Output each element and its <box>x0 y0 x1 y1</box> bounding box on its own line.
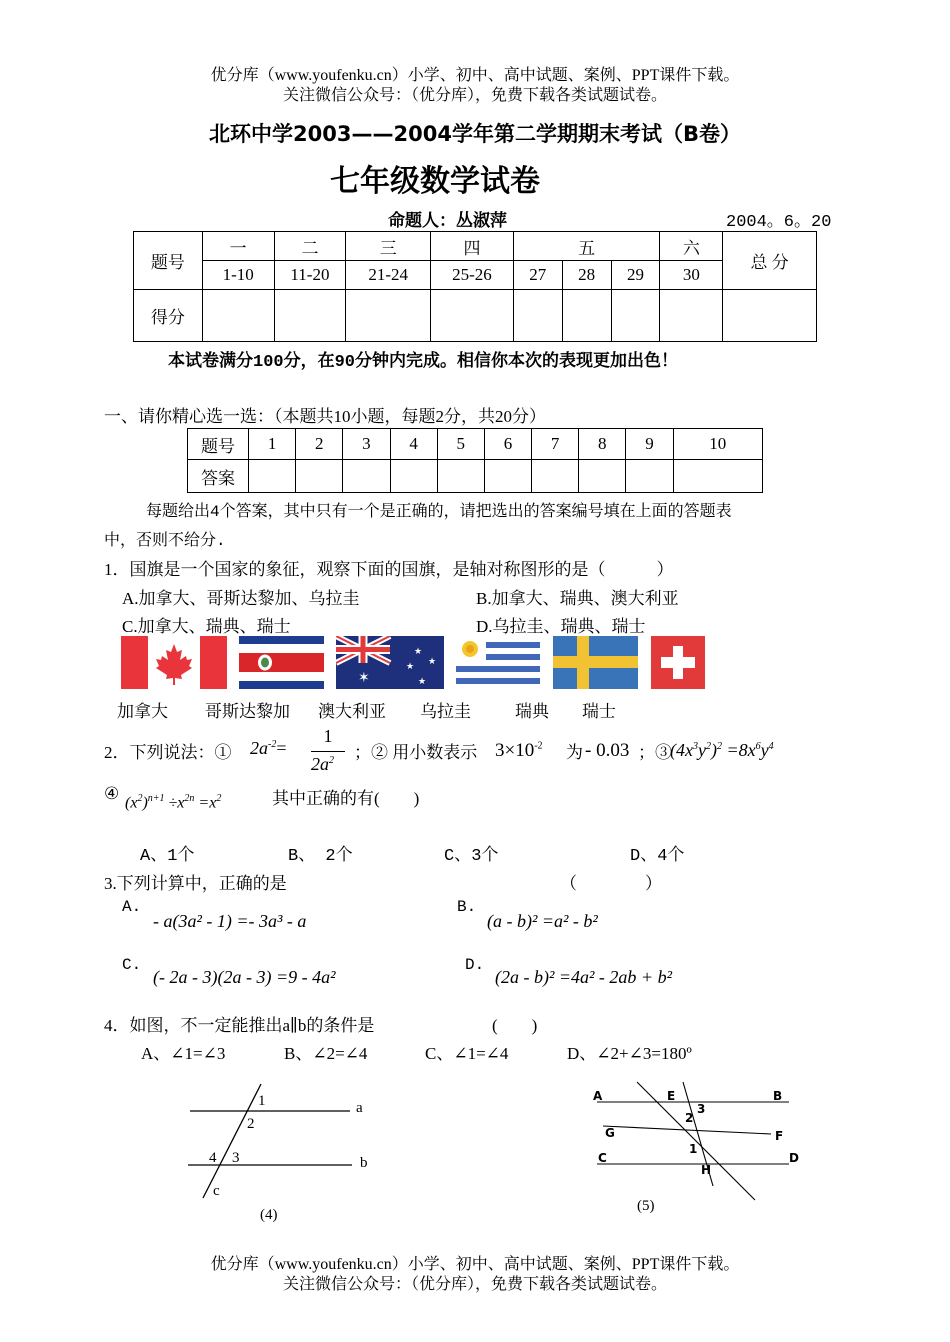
answer-number: 3 <box>343 429 390 460</box>
fig4-label-a: a <box>356 1100 363 1116</box>
q3-option-c-label: C. <box>122 956 142 974</box>
score-range: 29 <box>611 261 660 290</box>
answer-number: 10 <box>673 429 762 460</box>
q1-option-c: C.加拿大、瑞典、瑞士 <box>122 617 291 636</box>
fig4-label-2: 2 <box>247 1116 255 1132</box>
q2-option-d: D、4个 <box>630 847 685 866</box>
answer-cell[interactable] <box>249 460 296 493</box>
q2-s2-val: - 0.03 <box>585 740 630 761</box>
site-footer-line2: 关注微信公众号：（优分库），免费下载各类试题试卷。 <box>282 1276 667 1293</box>
site-header-line2: 关注微信公众号：（优分库），免费下载各类试题试卷。 <box>282 87 667 104</box>
score-range: 28 <box>562 261 611 290</box>
flag-label-costa-rica: 哥斯达黎加 <box>205 702 290 721</box>
score-cell[interactable] <box>274 290 346 342</box>
score-range: 30 <box>660 261 723 290</box>
q3-option-a-expr: - a(3a² - 1) =- 3a³ - a <box>153 911 307 931</box>
answer-number: 8 <box>579 429 626 460</box>
answer-cell[interactable] <box>626 460 673 493</box>
answer-cell[interactable] <box>579 460 626 493</box>
answer-number: 4 <box>390 429 437 460</box>
q3-option-a-label: A. <box>122 898 142 916</box>
answer-number: 9 <box>626 429 673 460</box>
answer-table-label: 答案 <box>188 460 249 493</box>
flag-label-sweden: 瑞典 <box>515 702 549 721</box>
fig4-label-c: c <box>213 1183 220 1199</box>
q3-stem: 3.下列计算中，正确的是 <box>104 874 287 893</box>
figure-4-diagram <box>180 1078 380 1228</box>
uruguay-flag <box>456 636 540 689</box>
answer-cell[interactable] <box>532 460 579 493</box>
fig4-label-4: 4 <box>209 1150 217 1166</box>
fig5-label-H: H <box>701 1163 712 1177</box>
part1-instruction-2: 中，否则不给分. <box>104 532 226 550</box>
costa-rica-flag <box>239 636 324 689</box>
score-range: 27 <box>513 261 562 290</box>
q2-sep2: ；② 用小数表示 <box>354 743 478 762</box>
answer-cell[interactable] <box>673 460 762 493</box>
answer-number: 2 <box>296 429 343 460</box>
q2-s1-numerator: 1 <box>323 726 333 746</box>
score-section: 二 <box>274 232 346 261</box>
exam-title: 北环中学2003——2004学年第二学期期末考试（B卷） <box>209 122 741 146</box>
score-section: 一 <box>202 232 274 261</box>
q1-option-b: B.加拿大、瑞典、澳大利亚 <box>476 589 679 608</box>
score-cell[interactable] <box>431 290 514 342</box>
q1-stem: 1．国旗是一个国家的象征，观察下面的国旗，是轴对称图形的是（ ） <box>104 560 674 579</box>
q2-s1-denominator: $2a^2$ <box>311 754 334 774</box>
svg-text:★: ★ <box>406 662 415 672</box>
answer-number: 6 <box>484 429 531 460</box>
flag-label-switzerland: 瑞士 <box>582 702 616 721</box>
answer-cell[interactable] <box>296 460 343 493</box>
q2-fraction-bar <box>311 751 345 752</box>
score-section: 三 <box>346 232 431 261</box>
flag-label-canada: 加拿大 <box>117 702 168 721</box>
score-section: 六 <box>660 232 723 261</box>
q2-s3-expr: $(4x^3y^2)^2 =8x^6y^4$ <box>670 740 774 760</box>
q4-stem: 4．如图，不一定能推出a∥b的条件是 <box>104 1016 375 1035</box>
answer-table <box>187 428 763 493</box>
q2-s4-expr: $(x^2)^{n+1} \div x^{2n} =x^2$ <box>125 793 222 812</box>
score-cell[interactable] <box>346 290 431 342</box>
flag-label-australia: 澳大利亚 <box>318 702 386 721</box>
q4-option-d: D、∠2+∠3=180º <box>567 1044 692 1063</box>
answer-cell[interactable] <box>437 460 484 493</box>
score-total-label: 总 分 <box>723 232 817 290</box>
fig5-label-2: 2 <box>685 1111 694 1125</box>
q3-option-d-expr: (2a - b)² =4a² - 2ab + b² <box>495 967 672 987</box>
q2-option-a: A、1个 <box>140 847 195 866</box>
part1-heading: 一、请你精心选一选：（本题共10小题，每题2分，共20分） <box>104 407 546 426</box>
score-cell[interactable] <box>513 290 562 342</box>
fig5-label-E: E <box>667 1089 676 1103</box>
q2-s2-mid: 为 <box>566 743 583 762</box>
q1-option-a: A.加拿大、哥斯达黎加、乌拉圭 <box>122 589 360 608</box>
fig5-label-G: G <box>605 1126 615 1140</box>
svg-text:★: ★ <box>414 647 423 657</box>
exam-date: 2004。6。20 <box>726 213 832 232</box>
q2-option-c: C、3个 <box>444 847 499 866</box>
switzerland-flag <box>651 636 705 689</box>
svg-text:✶: ✶ <box>358 670 370 686</box>
exam-note: 本试卷满分100分，在90分钟内完成。相信你本次的表现更加出色！ <box>168 353 679 372</box>
fig5-label-F: F <box>775 1129 784 1143</box>
q4-option-c: C、∠1=∠4 <box>425 1044 509 1063</box>
answer-cell[interactable] <box>343 460 390 493</box>
fig4-label-b: b <box>360 1155 368 1171</box>
fig4-label-3: 3 <box>232 1150 240 1166</box>
line-c <box>203 1084 261 1198</box>
exam-author: 命题人：丛淑萍 <box>388 211 507 231</box>
q3-option-c-expr: (- 2a - 3)(2a - 3) =9 - 4a² <box>153 967 336 987</box>
score-cell[interactable] <box>562 290 611 342</box>
score-row-label: 题号 <box>134 232 203 290</box>
q4-option-b: B、∠2=∠4 <box>284 1044 368 1063</box>
sweden-flag <box>553 636 638 689</box>
q1-option-d: D.乌拉圭、瑞典、瑞士 <box>476 617 646 636</box>
q2-s1-lhs: $2a^{-2}=$ <box>250 738 287 758</box>
svg-text:★: ★ <box>418 677 427 687</box>
site-footer-line1: 优分库（www.youfenku.cn）小学、初中、高中试题、案例、PPT课件下载。 <box>210 1256 740 1273</box>
line-ef <box>637 1082 755 1200</box>
line-gf <box>603 1126 771 1134</box>
score-section: 四 <box>431 232 514 261</box>
answer-cell[interactable] <box>390 460 437 493</box>
fig5-label-1: 1 <box>689 1142 698 1156</box>
q2-sep3: ；③ <box>638 743 672 762</box>
score-row-label: 得分 <box>134 290 203 342</box>
fig5-label-3: 3 <box>697 1102 706 1116</box>
fig4-caption: (4) <box>260 1207 278 1223</box>
q2-s4-tail: 其中正确的有( ) <box>272 789 420 808</box>
q2-s2-expr: $3\times 10^{-2}$ <box>495 740 543 761</box>
q2-prefix: 2．下列说法：① <box>104 743 232 762</box>
score-cell[interactable] <box>660 290 723 342</box>
score-range: 21-24 <box>346 261 431 290</box>
site-header-line1: 优分库（www.youfenku.cn）小学、初中、高中试题、案例、PPT课件下载。 <box>210 67 740 84</box>
exam-subtitle: 七年级数学试卷 <box>330 164 540 199</box>
answer-number: 5 <box>437 429 484 460</box>
answer-number: 1 <box>249 429 296 460</box>
fig4-label-1: 1 <box>258 1093 266 1109</box>
score-section: 五 <box>513 232 660 261</box>
score-cell[interactable] <box>202 290 274 342</box>
score-cell[interactable] <box>723 290 817 342</box>
q2-option-b: B、 2个 <box>288 847 353 866</box>
score-table <box>133 231 817 342</box>
canada-flag <box>121 636 227 689</box>
score-range: 11-20 <box>274 261 346 290</box>
q3-option-b-label: B. <box>457 898 477 916</box>
fig5-label-C: C <box>598 1151 607 1165</box>
fig5-caption: (5) <box>637 1198 655 1214</box>
australia-flag <box>336 636 444 689</box>
q3-option-b-expr: (a - b)² =a² - b² <box>487 911 598 931</box>
q2-s4-circ: ④ <box>104 784 120 803</box>
q3-option-d-label: D. <box>465 956 485 974</box>
fig5-label-B: B <box>773 1089 783 1103</box>
q3-paren: （ ） <box>560 874 662 893</box>
score-range: 25-26 <box>431 261 514 290</box>
q4-paren: ( ) <box>492 1016 538 1035</box>
fig5-label-D: D <box>789 1151 799 1165</box>
answer-number: 7 <box>532 429 579 460</box>
flag-label-uruguay: 乌拉圭 <box>420 702 471 721</box>
figure-5-diagram <box>585 1078 815 1220</box>
q4-option-a: A、∠1=∠3 <box>141 1044 226 1063</box>
answer-cell[interactable] <box>484 460 531 493</box>
fig5-label-A: A <box>593 1089 603 1103</box>
score-cell[interactable] <box>611 290 660 342</box>
part1-instruction-1: 每题给出4个答案，其中只有一个是正确的，请把选出的答案编号填在上面的答题表 <box>146 503 732 521</box>
svg-text:★: ★ <box>428 657 437 667</box>
answer-table-label: 题号 <box>188 429 249 460</box>
score-range: 1-10 <box>202 261 274 290</box>
